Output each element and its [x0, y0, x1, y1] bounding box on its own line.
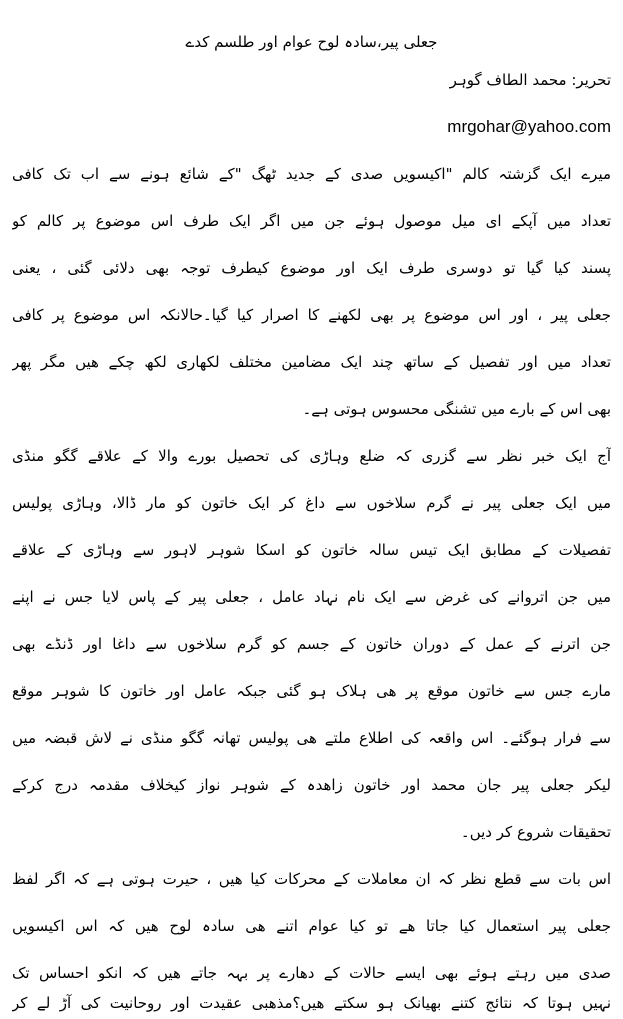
body-line: تحقیقات شروع کر دیں۔ [460, 823, 611, 841]
body-line: نہیں ہوتا کہ نتائج کتنے بھیانک ہو سکتے ھیں؟مذھبی عقیدت اور روحانیت کی آڑ لے کر [12, 994, 611, 1012]
body-line: جعلی پیر استعمال کیا جاتا ھے تو کیا عوام اتنے ھی سادہ لوح ھیں کہ اس اکیسویں [12, 917, 611, 935]
article-title: جعلی پیر،سادہ لوح عوام اور طلسم کدے [185, 33, 438, 51]
body-line: میرے ایک گزشتہ کالم "اکیسویں صدی کے جدید ٹھگ "کے شائع ہونے سے اب تک کافی [12, 165, 611, 183]
body-line: بھی اس کے بارے میں تشنگی محسوس ہوتی ہے۔ [302, 400, 611, 418]
body-line: صدی میں رہتے ہوئے بھی ایسے حالات کے دھارے پر بہہ جاتے ھیں کہ انکو احساس تک [12, 964, 611, 982]
body-line: اس بات سے قطع نظر کہ ان معاملات کے محرکات کیا ھیں ، حیرت ہوتی ہے کہ اگر لفظ [12, 870, 611, 888]
body-line: جن اترنے کے عمل کے دوران خاتون کے جسم کو گرم سلاخوں سے داغا اور ڈنڈے بھی [12, 635, 611, 653]
body-line: میں جن اتروانے کی غرض سے ایک نام نہاد عامل ، جعلی پیر کے پاس لایا جس نے اپنے [12, 588, 611, 606]
body-line: مارے جس سے خاتون موقع پر ھی ہلاک ہو گئی جبکہ عامل اور خاتون کا شوہر موقع [12, 682, 611, 700]
body-line: لیکر جعلی پیر جان محمد اور خاتون زاھدہ کے شوہر نواز کیخلاف مقدمہ درج کرکے [12, 776, 611, 794]
body-line: آج ایک خبر نظر سے گزری کہ ضلع وہاڑی کی تحصیل بورے والا کے علاقے گگو منڈی [12, 447, 611, 465]
body-line: تفصیلات کے مطابق ایک تیس سالہ خاتون کو اسکا شوہر لاہور سے وہاڑی کے علاقے [12, 541, 611, 559]
body-line: میں ایک جعلی پیر نے گرم سلاخوں سے داغ کر ایک خاتون کو مار ڈالا، وہاڑی پولیس [12, 494, 611, 512]
author-byline: تحریر: محمد الطاف گوہر [449, 71, 611, 89]
body-line: سے فرار ہوگئے۔ اس واقعہ کی اطلاع ملتے ھی پولیس تھانہ گگو منڈی نے لاش قبضہ میں [12, 729, 611, 747]
body-line: تعداد میں اور تفصیل کے ساتھ چند ایک مضامین مختلف لکھاری لکھ چکے ھیں مگر پھر [12, 353, 611, 371]
body-line: جعلی پیر ، اور اس موضوع پر بھی لکھنے کا اصرار کیا گیا۔حالانکہ اس موضوع پر کافی [12, 306, 611, 324]
body-line: پسند کیا گیا تو دوسری طرف ایک اور موضوع کیطرف توجہ بھی دلائی گئی ، یعنی [12, 259, 611, 277]
body-line: تعداد میں آپکے ای میل موصول ہوئے جن میں اگر ایک طرف اس موضوع پر کالم کو [12, 212, 611, 230]
author-email: mrgohar@yahoo.com [447, 117, 611, 136]
